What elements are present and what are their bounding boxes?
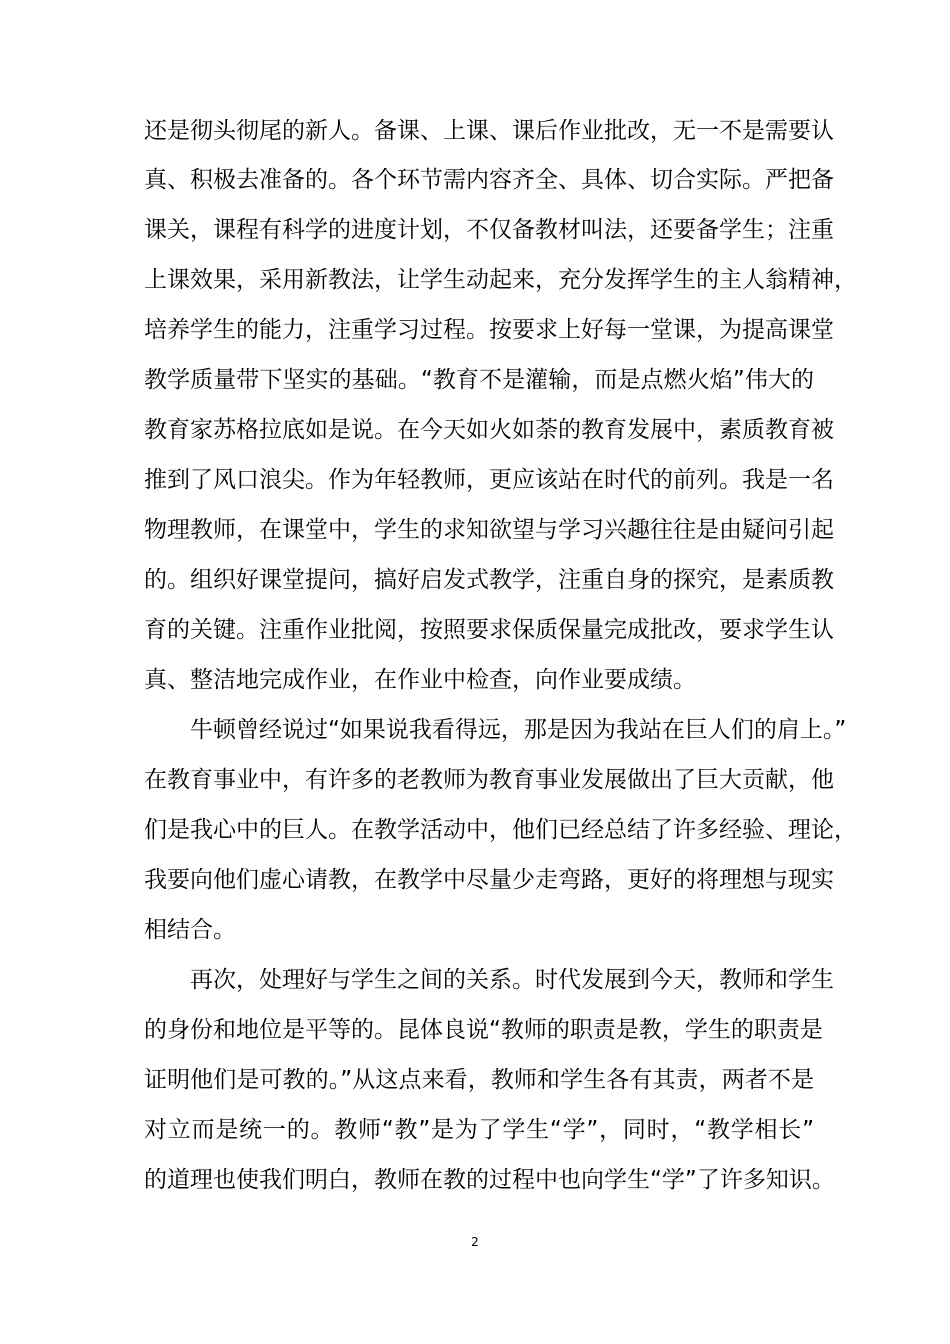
text-line: 真、整洁地完成作业，在作业中检查，向作业要成绩。 <box>144 667 696 693</box>
text-line: 的道理也使我们明白，教师在教的过程中也向学生“学”了许多知识。 <box>144 1167 835 1193</box>
text-line: 的。组织好课堂提问，搞好启发式教学，注重自身的探究，是素质教 <box>144 567 834 593</box>
text-line: 在教育事业中，有许多的老教师为教育事业发展做出了巨大贡献，他 <box>144 767 834 793</box>
text-line: 教育家苏格拉底如是说。在今天如火如荼的教育发展中，素质教育被 <box>144 417 834 443</box>
text-line: 们是我心中的巨人。在教学活动中，他们已经总结了许多经验、理论， <box>144 817 857 843</box>
text-line: 牛顿曾经说过“如果说我看得远，那是因为我站在巨人们的肩上。” <box>190 717 847 743</box>
text-line: 的身份和地位是平等的。昆体良说“教师的职责是教，学生的职责是 <box>144 1017 823 1043</box>
text-line: 育的关键。注重作业批阅，按照要求保质保量完成批改，要求学生认 <box>144 617 834 643</box>
text-line: 推到了风口浪尖。作为年轻教师，更应该站在时代的前列。我是一名 <box>144 467 834 493</box>
text-line: 相结合。 <box>144 917 236 943</box>
text-line: 证明他们是可教的。”从这点来看，教师和学生各有其责，两者不是 <box>144 1067 814 1093</box>
text-line: 还是彻头彻尾的新人。备课、上课、课后作业批改，无一不是需要认 <box>144 118 834 144</box>
text-line: 上课效果，采用新教法，让学生动起来，充分发挥学生的主人翁精神， <box>144 267 857 293</box>
text-line: 再次，处理好与学生之间的关系。时代发展到今天，教师和学生 <box>190 967 834 993</box>
text-line: 对立而是统一的。教师“教”是为了学生“学”，同时，“教学相长” <box>144 1117 814 1143</box>
text-line: 物理教师，在课堂中，学生的求知欲望与学习兴趣往往是由疑问引起 <box>144 517 834 543</box>
text-line: 课关，课程有科学的进度计划，不仅备教材叫法，还要备学生；注重 <box>144 217 834 243</box>
text-line: 教学质量带下坚实的基础。“教育不是灌输，而是点燃火焰”伟大的 <box>144 367 814 393</box>
text-line: 我要向他们虚心请教，在教学中尽量少走弯路，更好的将理想与现实 <box>144 867 834 893</box>
text-line: 真、积极去准备的。各个环节需内容齐全、具体、切合实际。严把备 <box>144 167 834 193</box>
page-number: 2 <box>471 1235 479 1249</box>
text-line: 培养学生的能力，注重学习过程。按要求上好每一堂课，为提高课堂 <box>144 317 834 343</box>
